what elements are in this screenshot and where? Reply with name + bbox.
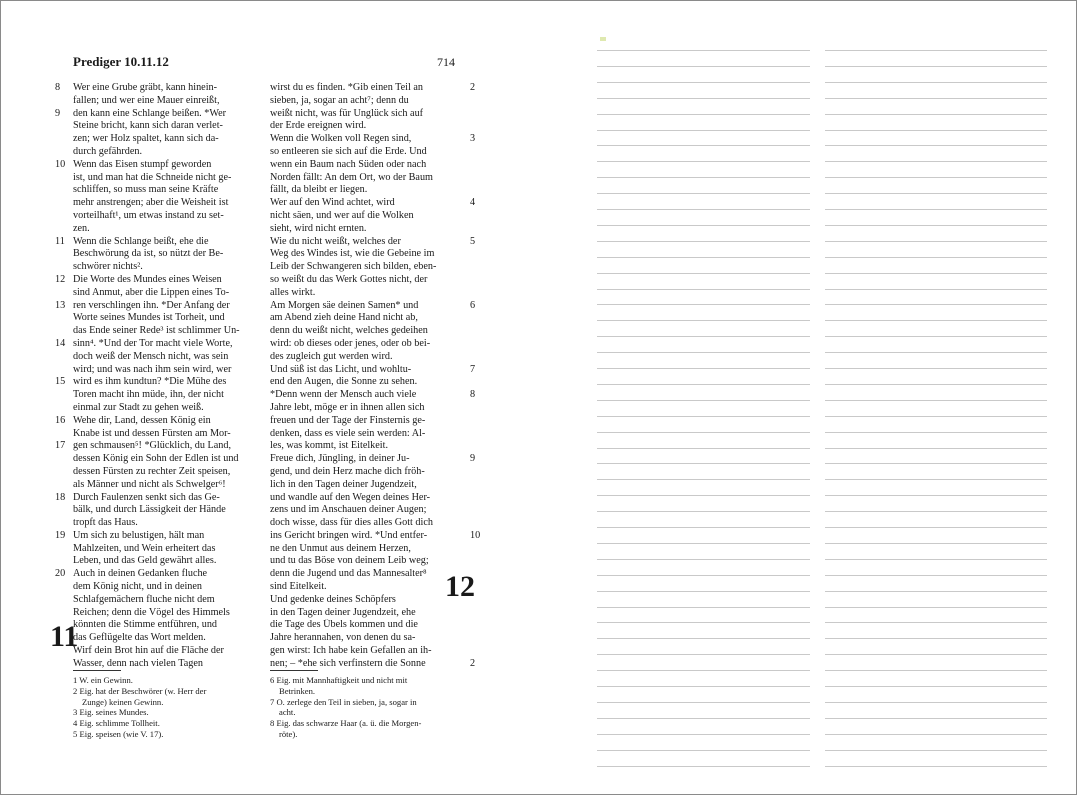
note-rule-line xyxy=(825,638,1047,639)
text-line: gen schmausen⁵! *Glücklich, du Land, xyxy=(73,440,232,452)
note-rule-line xyxy=(597,686,810,687)
note-rule-line xyxy=(825,670,1047,671)
verse-number: 8 xyxy=(470,389,476,401)
note-rule-line xyxy=(825,145,1047,146)
note-rule-line xyxy=(825,241,1047,242)
note-rule-line xyxy=(597,670,810,671)
note-rule-line xyxy=(597,718,810,719)
note-rule-line xyxy=(597,145,810,146)
note-rule-line xyxy=(825,161,1047,162)
text-line: Wenn das Eisen stumpf geworden xyxy=(73,158,212,170)
text-line: ist, und man hat die Schneide nicht ge- xyxy=(73,171,232,183)
text-line: Mahlzeiten, und Wein erheitert das xyxy=(73,542,216,554)
note-rule-line xyxy=(597,638,810,639)
note-rule-line xyxy=(825,591,1047,592)
verse-number: 19 xyxy=(55,530,66,541)
note-rule-line xyxy=(597,448,810,449)
text-line: Wasser, denn nach vielen Tagen xyxy=(73,657,203,669)
note-rule-line xyxy=(825,718,1047,719)
note-rule-line xyxy=(825,368,1047,369)
text-line: zen; wer Holz spaltet, kann sich da- xyxy=(73,133,219,145)
text-line: Am Morgen säe deinen Samen* und xyxy=(270,299,419,311)
footnote-line: 5 Eig. speisen (wie V. 17). xyxy=(73,728,164,739)
text-line: am Abend zieh deine Hand nicht ab, xyxy=(270,312,418,324)
text-line: sinn⁴. *Und der Tor macht viele Worte, xyxy=(73,337,233,349)
text-line: Knabe ist und dessen Fürsten am Mor- xyxy=(73,427,231,439)
running-header-reference: Prediger 10.11.12 xyxy=(73,54,169,69)
text-line: weißt nicht, was für Unglück sich auf xyxy=(270,107,424,119)
footnote-line: 4 Eig. schlimme Tollheit. xyxy=(73,718,160,729)
text-line: Auch in deinen Gedanken fluche xyxy=(73,568,208,580)
text-line: denn du weißt nicht, welches gedeihen xyxy=(270,325,428,337)
footnotes-left xyxy=(73,675,253,740)
text-line: Und gedenke deines Schöpfers xyxy=(270,593,396,605)
verse-number: 16 xyxy=(55,414,66,426)
note-rule-line xyxy=(825,193,1047,194)
note-rule-line xyxy=(825,511,1047,512)
note-rule-line xyxy=(597,257,810,258)
footnote-line: Betrinken. xyxy=(279,685,316,696)
note-rule-line xyxy=(597,209,810,210)
text-line: gend, und dein Herz mache dich fröh- xyxy=(270,465,425,477)
text-line: das Ende seiner Rede³ ist schlimmer Un- xyxy=(73,325,240,337)
text-line: ins Gericht bringen wird. *Und entfer- xyxy=(270,529,428,541)
note-rule-line xyxy=(825,273,1047,274)
text-line: denn die Jugend und das Mannesalter⁸ xyxy=(270,568,427,580)
note-rule-line xyxy=(825,559,1047,560)
note-rule-line xyxy=(597,591,810,592)
note-rule-line xyxy=(825,336,1047,337)
text-line: sieht, wird nicht ernten. xyxy=(270,222,367,234)
text-line: Um sich zu belustigen, hält man xyxy=(73,529,205,541)
note-rule-line xyxy=(597,654,810,655)
note-rule-line xyxy=(597,177,810,178)
text-line: Wer eine Grube gräbt, kann hinein- xyxy=(73,82,218,93)
footnote-line: röte). xyxy=(279,728,298,739)
note-rule-line xyxy=(597,479,810,480)
note-rule-line xyxy=(825,66,1047,67)
text-line: Toren macht ihn müde, ihn, der nicht xyxy=(73,389,224,401)
text-line: denken, dass es viele sein werden: Al- xyxy=(270,427,426,439)
note-rule-line xyxy=(597,511,810,512)
text-line: dem König nicht, und in deinen xyxy=(73,581,203,593)
note-rule-line xyxy=(825,400,1047,401)
footnote-line: 2 Eig. hat der Beschwörer (w. Herr der xyxy=(73,685,207,696)
note-rule-line xyxy=(597,622,810,623)
note-rule-line xyxy=(597,416,810,417)
footnote-rule-right xyxy=(270,670,318,671)
text-line: bälk, und durch Lässigkeit der Hände xyxy=(73,504,226,516)
footnote-rule-left xyxy=(73,670,121,671)
note-rule-line xyxy=(597,495,810,496)
note-rule-line xyxy=(825,82,1047,83)
note-rule-line xyxy=(825,479,1047,480)
note-rule-line xyxy=(825,352,1047,353)
verse-number: 7 xyxy=(470,363,476,375)
text-line: den kann eine Schlange beißen. *Wer xyxy=(73,107,227,119)
note-rule-line xyxy=(825,209,1047,210)
verse-number: 11 xyxy=(55,235,65,247)
note-rule-line xyxy=(597,50,810,51)
footnote-line: 3 Eig. seines Mundes. xyxy=(73,707,149,718)
footnote-line: 7 O. zerlege den Teil in sieben, ja, sogar in xyxy=(270,696,417,707)
note-rule-line xyxy=(825,527,1047,528)
footnote-line: acht. xyxy=(279,707,296,718)
chapter-number-11: 11 xyxy=(50,620,79,653)
verse-number: 8 xyxy=(55,82,61,93)
text-line: sind Eitelkeit. xyxy=(270,581,327,593)
verse-number: 2 xyxy=(470,658,476,669)
text-line: Weg des Windes ist, wie die Gebeine im xyxy=(270,248,435,260)
note-rule-line xyxy=(597,432,810,433)
right-text-column xyxy=(270,82,460,671)
note-rule-line xyxy=(597,384,810,385)
verse-number: 9 xyxy=(470,453,476,465)
text-line: einmal zur Stadt zu gehen weiß. xyxy=(73,401,204,413)
footnote-line: 6 Eig. mit Mannhaftigkeit und nicht mit xyxy=(270,675,408,685)
note-rule-line xyxy=(597,273,810,274)
note-rule-line xyxy=(597,98,810,99)
note-rule-line xyxy=(597,114,810,115)
note-rule-line xyxy=(825,416,1047,417)
note-rule-line xyxy=(597,336,810,337)
text-line: Norden fällt: An dem Ort, wo der Baum xyxy=(270,171,433,183)
note-rule-line xyxy=(825,320,1047,321)
text-line: und tu das Böse von deinem Leib weg; xyxy=(270,555,429,567)
note-rule-line xyxy=(825,177,1047,178)
text-line: nen; – *ehe sich verfinstern die Sonne xyxy=(270,657,426,669)
text-line: Worte seines Mundes ist Torheit, und xyxy=(73,312,225,324)
text-line: der Erde ereignen wird. xyxy=(270,120,367,132)
text-line: ren verschlingen ihn. *Der Anfang der xyxy=(73,299,230,311)
note-rule-line xyxy=(825,289,1047,290)
note-rule-line xyxy=(825,702,1047,703)
note-rule-line xyxy=(825,98,1047,99)
text-line: sieben, ja, sogar an acht⁷; denn du xyxy=(270,94,409,106)
note-rule-line xyxy=(825,304,1047,305)
note-rule-line xyxy=(825,130,1047,131)
verse-number: 10 xyxy=(470,530,481,541)
note-rule-line xyxy=(825,114,1047,115)
verse-number: 3 xyxy=(470,133,476,145)
text-line: ne den Unmut aus deinem Herzen, xyxy=(270,542,411,554)
footnote-line: 1 W. ein Gewinn. xyxy=(73,675,133,685)
text-line: wird: ob dieses oder jenes, oder ob bei- xyxy=(270,337,431,349)
note-rule-line xyxy=(825,463,1047,464)
note-rule-line xyxy=(597,304,810,305)
verse-number: 2 xyxy=(470,82,476,93)
text-line: Freue dich, Jüngling, in deiner Ju- xyxy=(270,453,410,465)
note-rule-line xyxy=(597,225,810,226)
text-line: doch weiß der Mensch nicht, was sein xyxy=(73,350,229,362)
text-line: in den Tagen deiner Jugendzeit, ehe xyxy=(270,606,416,618)
note-rule-line xyxy=(597,368,810,369)
note-rule-line xyxy=(825,575,1047,576)
note-rule-line xyxy=(597,400,810,401)
text-line: schwörer nichts². xyxy=(73,261,143,273)
text-line: nicht säen, und wer auf die Wolken xyxy=(270,209,414,221)
text-line: schliffen, so muss man seine Kräfte xyxy=(73,184,219,196)
note-rule-line xyxy=(597,352,810,353)
note-rule-line xyxy=(597,241,810,242)
text-line: Und süß ist das Licht, und wohltu- xyxy=(270,363,412,375)
note-rule-line xyxy=(597,130,810,131)
text-line: Die Worte des Mundes eines Weisen xyxy=(73,273,222,285)
text-line: gen wirst: Ich habe kein Gefallen an ih- xyxy=(270,645,432,657)
note-rule-line xyxy=(597,734,810,735)
text-line: lich in den Tagen deiner Jugendzeit, xyxy=(270,478,417,490)
note-rule-line xyxy=(825,686,1047,687)
note-rule-line xyxy=(597,575,810,576)
verse-number: 5 xyxy=(470,235,476,247)
text-line: wird es ihm kundtun? *Die Mühe des xyxy=(73,376,227,388)
text-line: Wenn die Schlange beißt, ehe die xyxy=(73,235,209,247)
text-line: mehr anstrengen; aber die Weisheit ist xyxy=(73,197,229,209)
note-rule-line xyxy=(597,750,810,751)
note-rule-line xyxy=(825,622,1047,623)
text-line: doch wisse, dass für dies alles Gott dich xyxy=(270,517,433,529)
highlight-mark xyxy=(600,37,606,41)
text-line: freuen und der Tage der Finsternis ge- xyxy=(270,414,426,426)
text-line: zens und im Anschauen deiner Augen; xyxy=(270,504,427,516)
chapter-number-12: 12 xyxy=(445,570,475,603)
note-rule-line xyxy=(597,527,810,528)
footnote-line: 8 Eig. das schwarze Haar (a. ü. die Morgen- xyxy=(270,718,422,729)
text-line: Wirf dein Brot hin auf die Fläche der xyxy=(73,645,224,657)
text-line: könnten die Stimme entführen, und xyxy=(73,619,218,631)
verse-number: 10 xyxy=(55,158,66,170)
text-line: Schlafgemächern fluche nicht dem xyxy=(73,593,215,605)
note-rule-line xyxy=(597,607,810,608)
note-rule-line xyxy=(825,543,1047,544)
note-rule-line xyxy=(597,289,810,290)
note-rule-line xyxy=(825,495,1047,496)
text-line: alles wirkt. xyxy=(270,286,316,298)
note-rule-line xyxy=(597,161,810,162)
note-rule-line xyxy=(825,384,1047,385)
text-line: Wenn die Wolken voll Regen sind, xyxy=(270,133,412,145)
note-rule-line xyxy=(825,257,1047,258)
note-rule-line xyxy=(597,463,810,464)
text-line: dessen König ein Sohn der Edlen ist und xyxy=(73,453,239,465)
note-rule-line xyxy=(597,559,810,560)
text-line: Wie du nicht weißt, welches der xyxy=(270,235,401,247)
verse-number: 4 xyxy=(470,197,476,209)
text-line: und wandle auf den Wegen deines Her- xyxy=(270,491,431,503)
text-line: Durch Faulenzen senkt sich das Ge- xyxy=(73,491,220,503)
note-rule-line xyxy=(825,750,1047,751)
text-line: Beschwörung da ist, so nützt der Be- xyxy=(73,248,224,260)
note-rule-line xyxy=(825,607,1047,608)
footnotes-right xyxy=(270,675,455,740)
text-line: Wer auf den Wind achtet, wird xyxy=(270,197,395,209)
text-line: so weißt du das Werk Gottes nicht, der xyxy=(270,273,428,285)
verse-number: 20 xyxy=(55,568,66,580)
text-line: les, was kommt, ist Eitelkeit. xyxy=(270,440,388,452)
text-line: Reichen; denn die Vögel des Himmels xyxy=(73,606,230,618)
text-line: Leib der Schwangeren sich bilden, eben- xyxy=(270,261,437,273)
text-line: wirst du es finden. *Gib einen Teil an xyxy=(270,82,424,93)
text-line: end den Augen, die Sonne zu sehen. xyxy=(270,376,418,388)
verse-number: 13 xyxy=(55,299,66,311)
text-line: so entleeren sie sich auf die Erde. Und xyxy=(270,145,427,157)
verse-number: 17 xyxy=(55,440,66,452)
verse-number: 12 xyxy=(55,274,66,285)
note-rule-line xyxy=(597,66,810,67)
note-rule-line xyxy=(597,702,810,703)
text-line: das Geflügelte das Wort melden. xyxy=(73,632,206,644)
text-line: Steine bricht, kann sich daran verlet- xyxy=(73,120,223,132)
footnote-line: Zunge) keinen Gewinn. xyxy=(82,696,164,707)
text-line: fallen; und wer eine Mauer einreißt, xyxy=(73,94,220,106)
note-rule-line xyxy=(825,432,1047,433)
text-line: Jahre lebt, möge er in ihnen allen sich xyxy=(270,401,425,413)
text-line: fällt, da bleibt er liegen. xyxy=(270,184,368,196)
verse-number: 9 xyxy=(55,107,61,119)
text-line: Jahre herannahen, von denen du sa- xyxy=(270,632,416,644)
text-line: als Männer und nicht als Schwelger⁶! xyxy=(73,478,226,490)
note-rule-line xyxy=(825,654,1047,655)
text-line: die Tage des Übels kommen und die xyxy=(270,619,418,631)
text-line: vorteilhaft¹, um etwas instand zu set- xyxy=(73,209,224,221)
verse-number: 6 xyxy=(470,299,476,311)
note-rule-line xyxy=(597,543,810,544)
text-line: Leben, und das Geld gewährt alles. xyxy=(73,555,217,567)
note-rule-line xyxy=(597,766,810,767)
verse-number: 15 xyxy=(55,376,66,388)
text-line: sind Anmut, aber die Lippen eines To- xyxy=(73,286,230,298)
note-rule-line xyxy=(825,225,1047,226)
text-line: *Denn wenn der Mensch auch viele xyxy=(270,389,417,401)
left-text-column xyxy=(73,82,261,671)
text-line: wenn ein Baum nach Süden oder nach xyxy=(270,158,427,170)
note-rule-line xyxy=(825,50,1047,51)
page-number: 714 xyxy=(437,55,455,69)
note-rule-line xyxy=(597,320,810,321)
text-line: zen. xyxy=(73,222,90,234)
text-line: Wehe dir, Land, dessen König ein xyxy=(73,414,211,426)
verse-number: 14 xyxy=(55,338,66,349)
text-line: tropft das Haus. xyxy=(73,517,138,529)
text-line: des zugleich gut werden wird. xyxy=(270,350,393,362)
text-line: durch gefährden. xyxy=(73,145,143,157)
text-line: dessen Fürsten zu rechter Zeit speisen, xyxy=(73,465,231,477)
note-rule-line xyxy=(597,193,810,194)
verse-number: 18 xyxy=(55,491,66,503)
note-rule-line xyxy=(825,734,1047,735)
note-rule-line xyxy=(825,766,1047,767)
note-rule-line xyxy=(597,82,810,83)
text-line: wird; und was nach ihm sein wird, wer xyxy=(73,363,232,375)
note-rule-line xyxy=(825,448,1047,449)
